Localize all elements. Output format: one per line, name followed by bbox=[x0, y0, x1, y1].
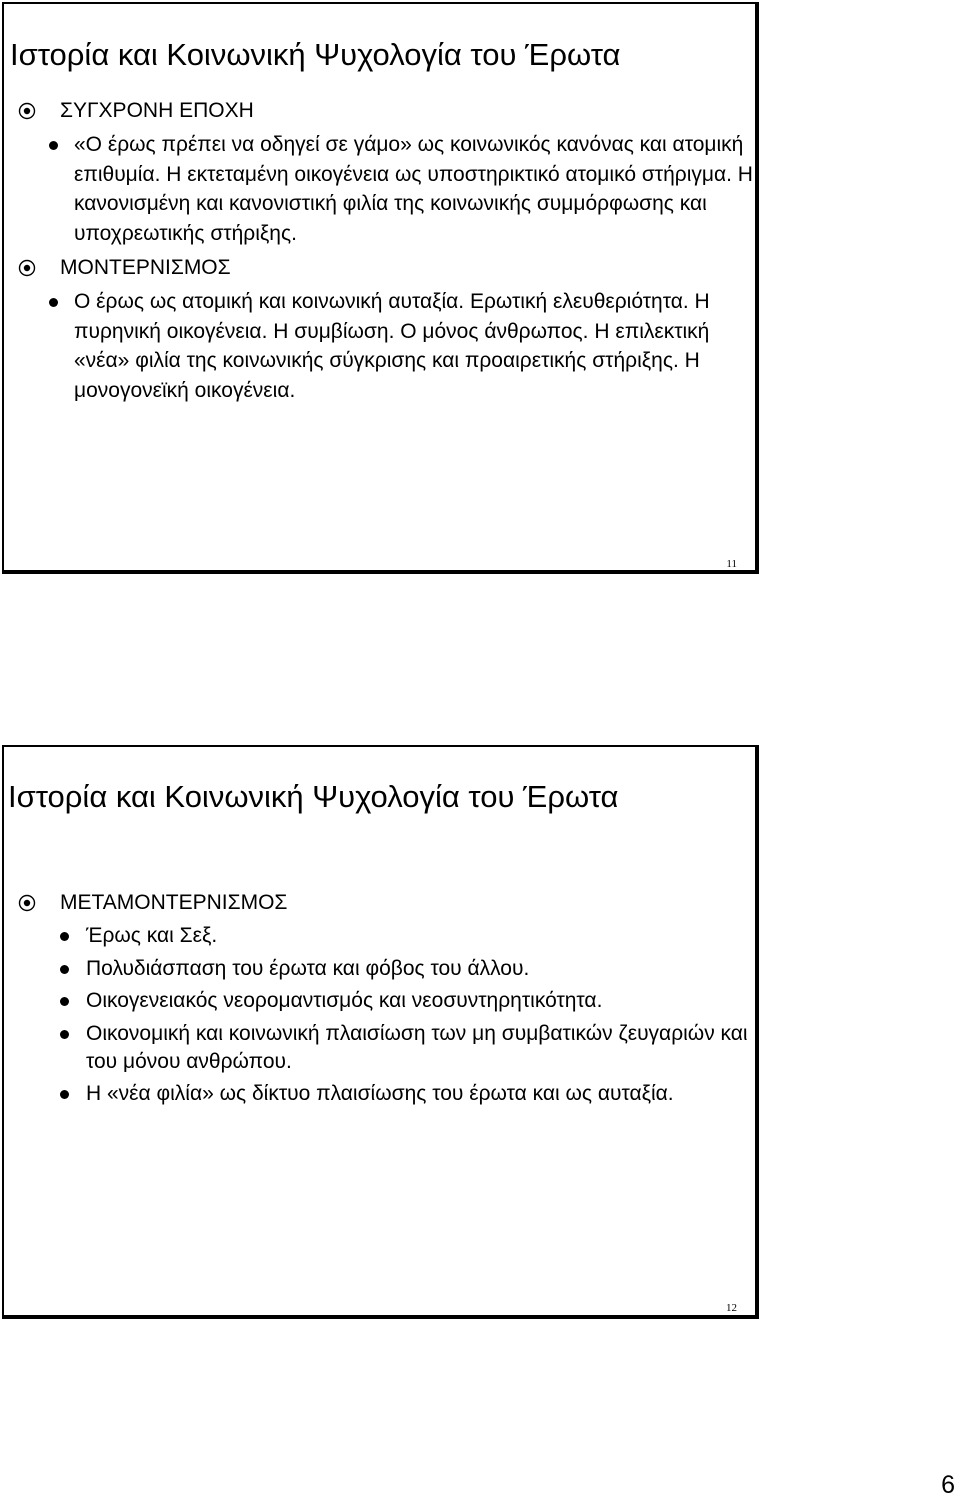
list-item-text: Οικονομική και κοινωνική πλαισίωση των μη συμβατικών ζευγαριών και του μόνου ανθρώπου. bbox=[86, 1021, 748, 1073]
list-item bbox=[18, 1020, 758, 1076]
slide-page-number: 11 bbox=[726, 558, 737, 570]
slide-title: Ιστορία και Κοινωνική Ψυχολογία του Έρωτα bbox=[10, 37, 621, 72]
section-heading-text: ΜΕΤΑΜΟΝΤΕΡΝΙΣΜΟΣ bbox=[60, 891, 288, 914]
radio-target-icon bbox=[18, 259, 36, 277]
list-item bbox=[18, 130, 758, 248]
radio-target-icon bbox=[18, 894, 36, 912]
section-heading bbox=[18, 889, 758, 917]
slide-content bbox=[18, 97, 758, 411]
list-item bbox=[18, 955, 758, 983]
list-item bbox=[18, 922, 758, 950]
section-heading-text: ΣΥΓΧΡΟΝΗ ΕΠΟΧΗ bbox=[60, 99, 254, 122]
list-item-text: «Ο έρως πρέπει να οδηγεί σε γάμο» ως κοινωνικός κανόνας και ατομική επιθυμία. Η εκτεταμένη οικογένεια ως υποστηρικτικό ατομικό στήριγμα. Η κανονισμένη και κανονιστική φιλία της κοινωνικής συμμόρφωσης και υποχρεωτικής στήριξης. bbox=[74, 133, 753, 245]
sheet-page-number: 6 bbox=[941, 1471, 955, 1499]
filled-dot-icon bbox=[49, 298, 58, 307]
filled-dot-icon bbox=[60, 1090, 69, 1099]
list-item-text: Η «νέα φιλία» ως δίκτυο πλαισίωσης του έρωτα και ως αυταξία. bbox=[86, 1082, 674, 1105]
slide-12 bbox=[2, 745, 759, 1319]
list-item-text: Πολυδιάσπαση του έρωτα και φόβος του άλλου. bbox=[86, 956, 530, 980]
section-heading bbox=[18, 254, 758, 282]
section-heading-text: ΜΟΝΤΕΡΝΙΣΜΟΣ bbox=[60, 256, 231, 279]
slide-page-number: 12 bbox=[726, 1302, 737, 1314]
slide-title: Ιστορία και Κοινωνική Ψυχολογία του Έρωτα bbox=[8, 779, 619, 814]
list-item bbox=[18, 1080, 758, 1108]
list-item bbox=[18, 287, 758, 405]
list-item-text: Έρως και Σεξ. bbox=[86, 924, 218, 947]
filled-dot-icon bbox=[49, 141, 58, 150]
filled-dot-icon bbox=[60, 1030, 69, 1039]
filled-dot-icon bbox=[60, 932, 69, 941]
list-item bbox=[18, 987, 758, 1015]
slide-11 bbox=[2, 2, 759, 574]
filled-dot-icon bbox=[60, 997, 69, 1006]
list-item-text: Ο έρως ως ατομική και κοινωνική αυταξία. Ερωτική ελευθεριότητα. Η πυρηνική οικογένεια. Η συμβίωση. Ο μόνος άνθρωπος. Η επιλεκτική «νέα» φιλία της κοινωνικής σύγκρισης και προαιρετικής στήριξης. Η μονογονεϊκή οικογένεια. bbox=[74, 290, 710, 402]
section-heading bbox=[18, 97, 758, 125]
filled-dot-icon bbox=[60, 965, 69, 974]
slide-content bbox=[18, 889, 758, 1113]
radio-target-icon bbox=[18, 102, 36, 120]
list-item-text: Οικογενειακός νεορομαντισμός και νεοσυντηρητικότητα. bbox=[86, 989, 603, 1012]
